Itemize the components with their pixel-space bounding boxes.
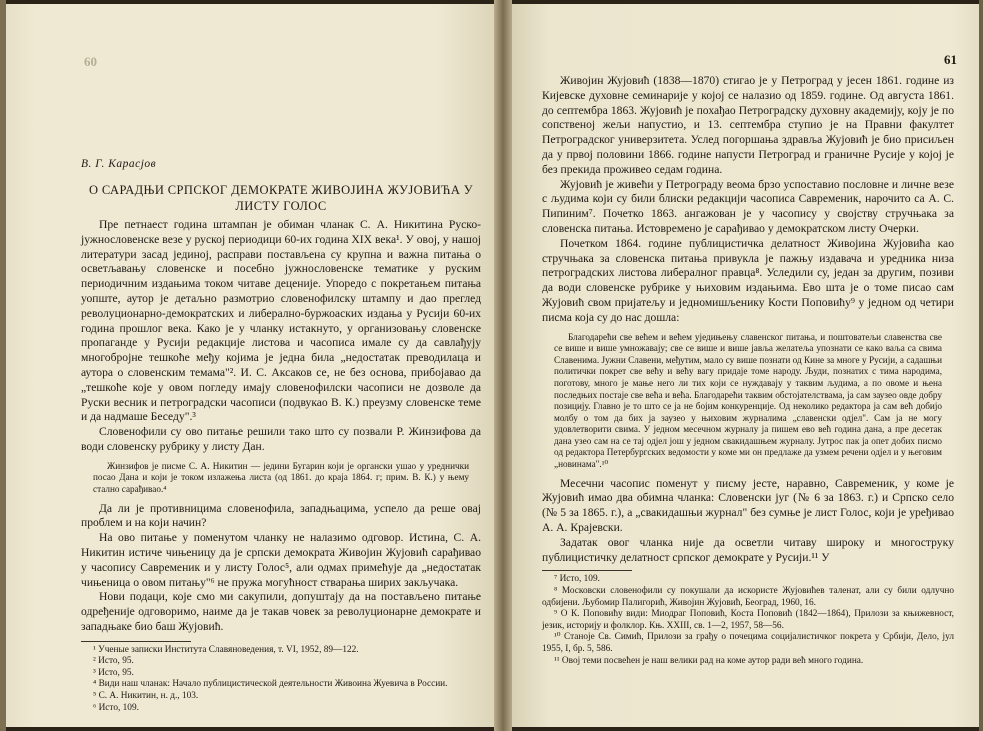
paragraph: Жујовић је живећи у Петрограду веома брзо успоставио пословне и личне везе с људима који су били блиски редакцији часописа Савременик, нарочито са А. С. Пипиним⁷. Почетко 1863. ангажован је у часопису у својству стручњака за словенска питања. Истовремено је сарађивао у демократском листу Очерки.: [542, 177, 954, 235]
right-column: [542, 74, 954, 667]
footnote: ⁸ Московски словенофили су покушали да искористе Жујовићев таленат, али су били одлучно одбијени. Љубомир Палигорић, Живојин Жујовић, Београд, 1960, 16.: [542, 586, 954, 608]
footnote: ⁵ С. А. Никитин, н. д., 103.: [93, 691, 199, 702]
footnote: ⁹ О К. Поповићу види: Миодраг Поповић, Коста Поповић (1842—1864), Прилози за књижевност, језик, историју и фолклор. Књ. XXIII, св. 1—2, 1957, 58—56.: [542, 609, 954, 631]
paragraph: На ово питање у поменутом чланку не налазимо одговор. Истина, С. А. Никитин истиче чињеницу да је српски демократа Живојин Жујовић сарађивао у часопису Савременик и у листу Голос⁵, али одмах примећује да „недостатак чињеница о овом питању"⁶ не пружа могућност стварања ширих закључака.: [81, 531, 481, 589]
footnote: ⁶ Исто, 109.: [93, 702, 139, 713]
footnote: ⁴ Види наш чланак: Начало публицистической деятельности Живоина Жуевича в России.: [93, 679, 448, 690]
paragraph: Живојин Жујовић (1838—1870) стигао је у Петроград у јесен 1861. године из Кијевске духовне семинарије у којој се налазио од 1859. године. Од августа 1861. до септембра 1863. Жујовић је похађао Петроградску духовну академију, коју је по сопственој жељи напустио, и 13. септембра ступио је на Правни факултет Петроградског универзитета. Услед погоршања здравља Жујовић је био присиљен да у првој половини 1866. године напусти Петроград и граничне Русије у којој је без прекида проживео седам година.: [542, 74, 954, 176]
footnote-rule: [542, 570, 632, 571]
footnote: ² Исто, 95.: [93, 656, 134, 667]
footnote-rule: [81, 641, 191, 642]
paragraph: Словенофили су ово питање решили тако што су позвали Р. Жинзифова да води словенску рубрику у листу Дан.: [81, 425, 481, 453]
book-gutter: [494, 0, 512, 731]
page-number-right: 61: [944, 52, 957, 67]
left-body: [81, 218, 481, 714]
paragraph: Задатак овог чланка није да осветли читаву широку и многострукy публицистичку делатност српског демократе у Русији.¹¹ У: [542, 535, 954, 564]
page-number-left: 60: [84, 54, 97, 69]
quote-text: Благодарећи све већем и већем уједињењу славенског питања, и поштоватељи славенства све се више и више умножавају; све се више и више јавља желатеља упознати се како ваља са свима Славенима. Јужни Славени, међутим, мало су више познати од Кине за многе у Русији, а садашњи политички покрет све већу и већу вагу придаје томе народу. Људи, познатих с тима народима, поготову, много је мање него ли тих који се нуждавају у таквим људима, а по овоме и њена последњих постаје све већа и већа. Благодарећи таквим обстојателствама, ја сам заузео овде добру позицију. Главно је то што се ја не бојим конкуренције. Од неколико редактора ја сам већ добијо молбу о том да бих ја заузео у њиховим журналима „славенски одјел". Сам ја не могу удовлетворити свима. У једном месечном журналу ја пишем ево већ година дана, а пре десетак дана узео сам на се тај одјел још у једном свакидашњем журналу. Јутрос пак ја опет добих писмо од редактора Петербургских ведомости у коме ми он предлаже да узмем речени одјел и у његовим „новинама".¹⁰: [554, 331, 942, 470]
footnotes-left: [81, 645, 481, 715]
footnote: ¹⁰ Станоје Св. Симић, Прилози за грађу о почецима социјалистичког покрета у Србији, Дело, јул 1955, I, бр. 5, 586.: [542, 632, 954, 655]
paragraph: Почетком 1864. године публицистичка делатност Живојина Жујовића као стручњака за словенска питања привукла је пажњу издавача и уредника низа петроградских листова либералног правца⁸. Уследили су, један за другим, позиви да води словенске рубрике у њиховим издањима. Ево шта је о томе писао сам Жујовић свом пријатељу и једномишљенику Кости Поповићу⁹ у једном од четири писма која су до нас дошла:: [542, 236, 954, 324]
left-column: [81, 4, 481, 727]
footnote: ⁷ Исто, 109.: [554, 574, 600, 585]
footnote: ¹ Ученые записки Института Славяноведения, т. VI, 1952, 89—122.: [93, 644, 359, 655]
block-quote-right: [554, 332, 942, 471]
paragraph: Месечни часопис поменут у писму јесте, наравно, Савременик, у коме је Жујовић имао два обимна чланка: Словенски југ (№ 6 за 1863. г.) и Српско село (№ 5 за 1865. г.), а „свакидашњи журнал" без сумње је лист Голос, који је уређивао А. А. Крајевски.: [542, 476, 954, 535]
right-body: [542, 74, 954, 667]
block-quote-left: [93, 461, 469, 496]
paragraph: Нови подаци, које смо ми сакупили, допуштају да на постављено питање одређеније одговоримо, наиме да је такав човек за револуционарне демократе и западњаке био баш Жујовић.: [81, 590, 481, 633]
quote-text: Жинзифов је писме С. А. Никитин — једини Бугарин који је органски ушао у уреднички посао Дана и који је током излажења листа (од 1861. до краја 1864. г; прим. В. К.) у њему стално сарађивао.⁴: [93, 460, 469, 494]
footnote: ¹¹ Овој теми посвећен је наш велики рад на коме аутор ради већ много година.: [554, 655, 864, 666]
paragraph: Да ли је противницима словенофила, западњацима, успело да реше овај проблем и на који начин?: [81, 501, 481, 530]
footnotes-right: [542, 574, 954, 667]
left-page: [6, 4, 494, 727]
article-author: В. Г. Карасјов: [81, 158, 157, 170]
footnote: ³ Исто, 95.: [93, 667, 134, 678]
right-page: [512, 4, 979, 727]
book-edge-right: [979, 0, 983, 731]
paragraph: Пре петнаест година штампан је обиман чланак С. А. Никитина Руско-јужнословенске везе у руској периодици 60-их година XIX века¹. У овој, у нашој литератури засад јединој, расправи постављена су крупна и важна питања о осветљавању словенске и посебно јужнословенске тематике у руским периодичним издањима током читаве деценије. Упоредо с покретањем питања уопште, аутор је детаљно размотрио словенофилску штампу и дао преглед револуционарно-демократских и либерално-буржоаских издања у Русији 60-их година прошлог века. Како је у чланку истакнуто, у организовању словенске пропаганде у Русији редакције листова и часописа имале су да савлађују многобројне тешкоће међу којима је једна била „недостатак преводилаца и аутора о словенским темама"². И. С. Аксаков се, не без основа, прибојавао да „тешкоће које у овом погледу имају словенофилски часописи не дозволе да Руски весник и петроградски часописи (подвукао В. К.) преузму словенске теме и да надмаше Беседу".³: [81, 218, 481, 424]
article-title: О САРАДЊИ СРПСКОГ ДЕМОКРАТЕ ЖИВОЈИНА ЖУЈОВИЋА У ЛИСТУ ГОЛОС: [88, 183, 474, 213]
